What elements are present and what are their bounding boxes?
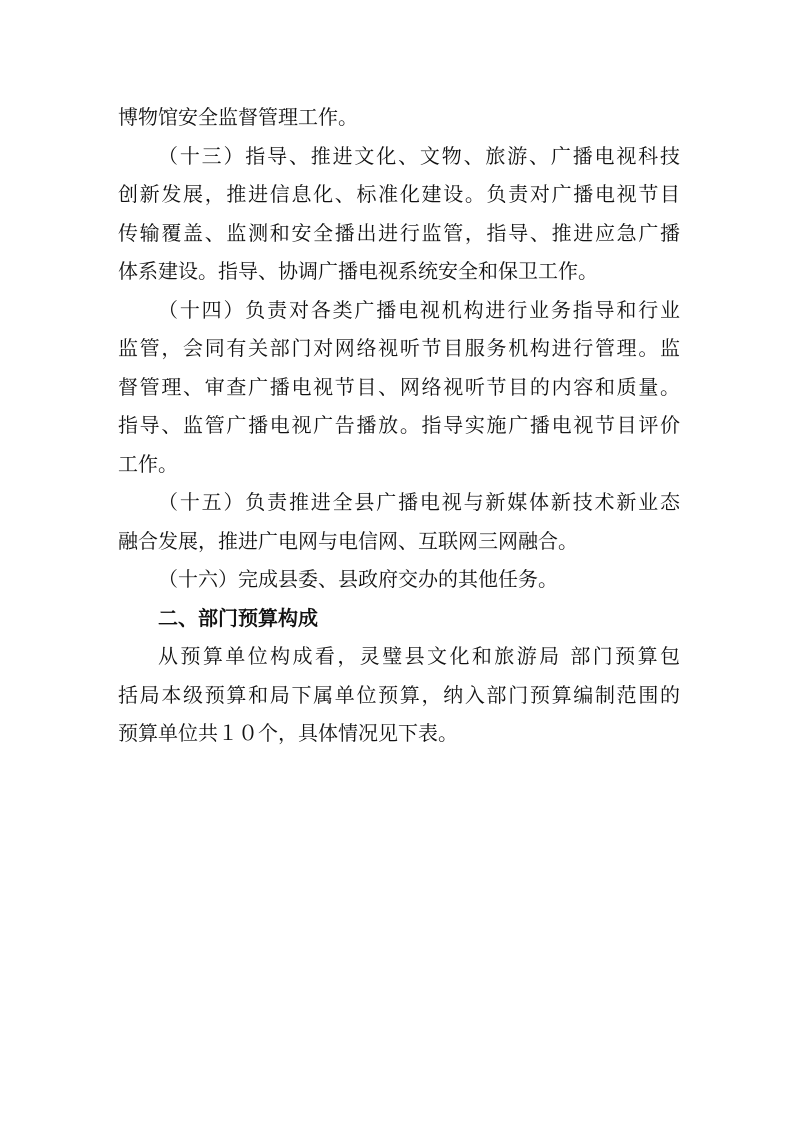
paragraph-line: 创新发展，推进信息化、标准化建设。负责对广播电视节目 bbox=[118, 182, 680, 206]
paragraph-line: 工作。 bbox=[118, 451, 178, 476]
paragraph-line: （十四）负责对各类广播电视机构进行业务指导和行业 bbox=[158, 297, 680, 322]
paragraph-line: 预算单位共１０个，具体情况见下表。 bbox=[118, 721, 458, 745]
paragraph-line: （十六）完成县委、县政府交办的其他任务。 bbox=[158, 567, 558, 591]
paragraph-line: （十三）指导、推进文化、文物、旅游、广播电视科技 bbox=[158, 143, 680, 168]
document-body bbox=[118, 98, 680, 753]
paragraph-line: 括局本级预算和局下属单位预算，纳入部门预算编制范围的 bbox=[118, 682, 680, 707]
paragraph-line: 融合发展，推进广电网与电信网、互联网三网融合。 bbox=[118, 528, 578, 553]
paragraph-line: 博物馆安全监督管理工作。 bbox=[118, 105, 358, 129]
section-heading: 二、部门预算构成 bbox=[158, 605, 318, 630]
paragraph-line: 督管理、审查广播电视节目、网络视听节目的内容和质量。 bbox=[118, 374, 680, 399]
paragraph-line: （十五）负责推进全县广播电视与新媒体新技术新业态 bbox=[158, 490, 680, 514]
paragraph-line: 指导、监管广播电视广告播放。指导实施广播电视节目评价 bbox=[118, 413, 680, 437]
paragraph-line: 传输覆盖、监测和安全播出进行监管，指导、推进应急广播 bbox=[118, 220, 680, 245]
paragraph-line: 从预算单位构成看，灵璧县文化和旅游局 部门预算包 bbox=[158, 644, 680, 668]
paragraph-line: 监管，会同有关部门对网络视听节目服务机构进行管理。监 bbox=[118, 336, 680, 360]
paragraph-line: 体系建设。指导、协调广播电视系统安全和保卫工作。 bbox=[118, 259, 598, 283]
